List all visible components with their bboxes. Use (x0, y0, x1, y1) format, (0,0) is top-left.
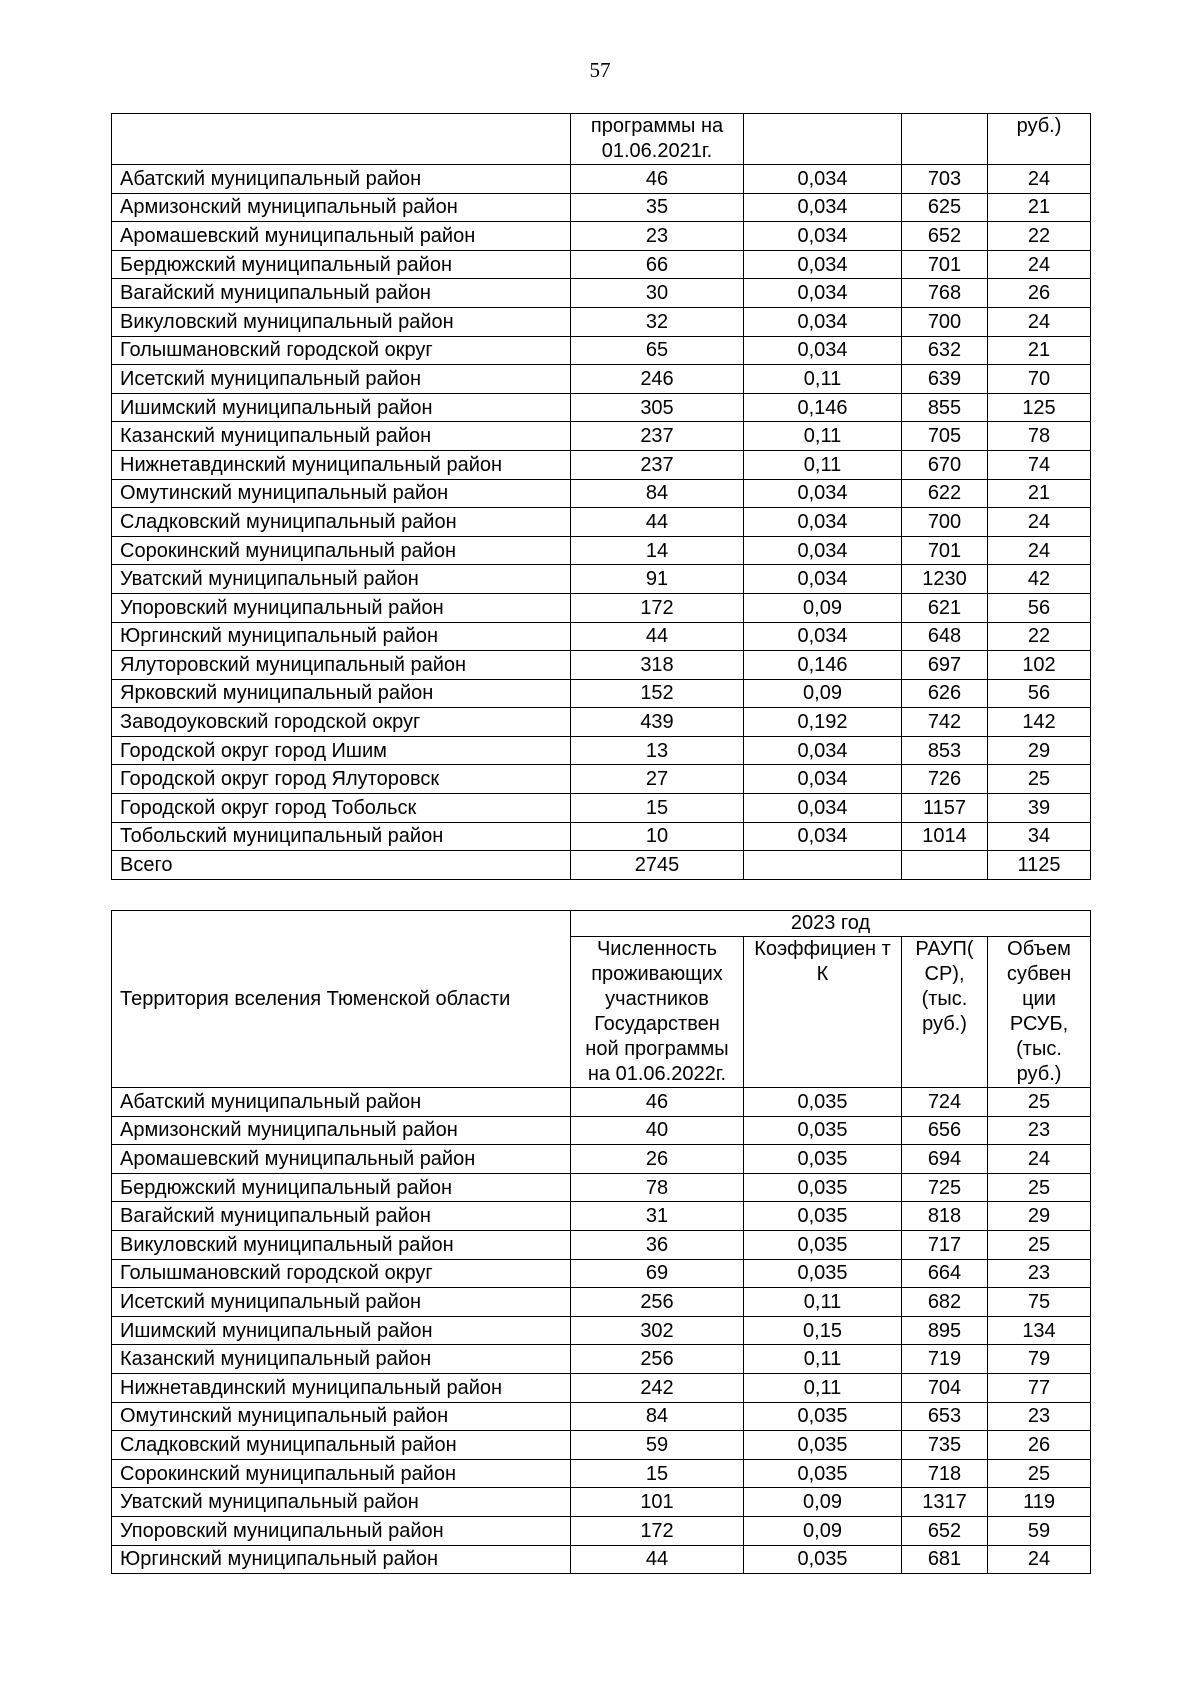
participants-cell: 44 (571, 1545, 744, 1574)
table-row (112, 679, 1091, 708)
coefficient-cell: 0,15 (744, 1316, 902, 1345)
coefficient-cell: 0,035 (744, 1173, 902, 1202)
volume-cell: 78 (988, 422, 1091, 451)
table-row (112, 1173, 1091, 1202)
volume-cell: 134 (988, 1316, 1091, 1345)
participants-cell: 246 (571, 365, 744, 394)
participants-cell: 84 (571, 1402, 744, 1431)
volume-cell: 24 (988, 307, 1091, 336)
raup-cell: 818 (902, 1202, 988, 1231)
table-row (112, 1459, 1091, 1488)
volume-cell: 56 (988, 593, 1091, 622)
participants-cell: 36 (571, 1230, 744, 1259)
territory-cell: Аромашевский муниципальный район (112, 1145, 571, 1174)
table-row (112, 1259, 1091, 1288)
territory-cell: Казанский муниципальный район (112, 422, 571, 451)
table-row (112, 307, 1091, 336)
volume-cell: 22 (988, 622, 1091, 651)
raup-cell: 768 (902, 279, 988, 308)
table-row (112, 593, 1091, 622)
coefficient-cell: 0,034 (744, 565, 902, 594)
table-row (112, 1088, 1091, 1117)
coefficient-cell: 0,11 (744, 422, 902, 451)
volume-cell: 24 (988, 1545, 1091, 1574)
table-row (112, 508, 1091, 537)
raup-cell: 717 (902, 1230, 988, 1259)
coefficient-cell: 0,034 (744, 765, 902, 794)
territory-cell: Голышмановский городской округ (112, 1259, 571, 1288)
participants-cell: 101 (571, 1488, 744, 1517)
coefficient-cell: 0,035 (744, 1088, 902, 1117)
table-row (112, 1116, 1091, 1145)
table-row (112, 536, 1091, 565)
coefficient-cell: 0,146 (744, 393, 902, 422)
volume-cell: 23 (988, 1116, 1091, 1145)
territory-cell: Городской округ город Ялуторовск (112, 765, 571, 794)
territory-cell: Омутинский муниципальный район (112, 1402, 571, 1431)
coefficient-cell: 0,034 (744, 736, 902, 765)
volume-cell: 119 (988, 1488, 1091, 1517)
table-row (112, 794, 1091, 823)
volume-cell: 26 (988, 1431, 1091, 1460)
table-row (112, 708, 1091, 737)
raup-cell: 653 (902, 1402, 988, 1431)
raup-cell: 664 (902, 1259, 988, 1288)
coefficient-cell: 0,034 (744, 279, 902, 308)
coefficient-cell: 0,034 (744, 165, 902, 194)
participants-cell: 66 (571, 250, 744, 279)
territory-cell: Исетский муниципальный район (112, 1288, 571, 1317)
volume-cell: 25 (988, 1230, 1091, 1259)
participants-cell: 26 (571, 1145, 744, 1174)
volume-cell: 21 (988, 479, 1091, 508)
raup-cell: 700 (902, 307, 988, 336)
territory-cell: Сорокинский муниципальный район (112, 536, 571, 565)
raup-cell: 652 (902, 1516, 988, 1545)
coefficient-cell: 0,034 (744, 307, 902, 336)
participants-cell: 318 (571, 651, 744, 680)
table-row (112, 193, 1091, 222)
territory-cell: Городской округ город Тобольск (112, 794, 571, 823)
territory-cell: Ярковский муниципальный район (112, 679, 571, 708)
territory-cell: Вагайский муниципальный район (112, 1202, 571, 1231)
table-row (112, 1545, 1091, 1574)
coefficient-cell: 0,034 (744, 536, 902, 565)
table-header-row (112, 114, 1091, 165)
raup-cell: 735 (902, 1431, 988, 1460)
volume-cell: 70 (988, 365, 1091, 394)
header-cell-participants: программы на 01.06.2021г. (571, 114, 744, 165)
coefficient-cell: 0,09 (744, 593, 902, 622)
territory-cell: Уватский муниципальный район (112, 565, 571, 594)
participants-cell: 237 (571, 450, 744, 479)
volume-cell: 25 (988, 1088, 1091, 1117)
territory-cell: Ишимский муниципальный район (112, 393, 571, 422)
participants-cell: 172 (571, 1516, 744, 1545)
volume-cell: 125 (988, 393, 1091, 422)
participants-cell: 172 (571, 593, 744, 622)
volume-cell: 22 (988, 222, 1091, 251)
territory-cell: Сорокинский муниципальный район (112, 1459, 571, 1488)
raup-cell: 652 (902, 222, 988, 251)
table-row (112, 851, 1091, 880)
raup-cell: 682 (902, 1288, 988, 1317)
raup-cell: 725 (902, 1173, 988, 1202)
raup-cell: 622 (902, 479, 988, 508)
table-row (112, 279, 1091, 308)
territory-cell: Бердюжский муниципальный район (112, 250, 571, 279)
table-row (112, 479, 1091, 508)
territory-cell: Бердюжский муниципальный район (112, 1173, 571, 1202)
table-row (112, 250, 1091, 279)
raup-cell: 1157 (902, 794, 988, 823)
coefficient-cell: 0,11 (744, 1288, 902, 1317)
participants-cell: 30 (571, 279, 744, 308)
coefficient-cell: 0,035 (744, 1459, 902, 1488)
coefficient-cell: 0,035 (744, 1145, 902, 1174)
territory-cell: Ялуторовский муниципальный район (112, 651, 571, 680)
table-row (112, 422, 1091, 451)
territory-cell: Голышмановский городской округ (112, 336, 571, 365)
table-header-row (112, 911, 1091, 937)
coefficient-cell: 0,11 (744, 1345, 902, 1374)
territory-cell: Исетский муниципальный район (112, 365, 571, 394)
subsidy-table-2022 (111, 113, 1091, 880)
coefficient-cell: 0,034 (744, 479, 902, 508)
coefficient-cell: 0,09 (744, 679, 902, 708)
volume-cell: 42 (988, 565, 1091, 594)
raup-cell: 895 (902, 1316, 988, 1345)
volume-cell: 59 (988, 1516, 1091, 1545)
participants-cell: 44 (571, 622, 744, 651)
raup-cell (902, 851, 988, 880)
table-row (112, 1488, 1091, 1517)
raup-cell: 656 (902, 1116, 988, 1145)
volume-cell: 24 (988, 250, 1091, 279)
territory-cell: Аромашевский муниципальный район (112, 222, 571, 251)
table-row (112, 765, 1091, 794)
territory-cell: Казанский муниципальный район (112, 1345, 571, 1374)
raup-cell: 626 (902, 679, 988, 708)
participants-cell: 44 (571, 508, 744, 537)
coefficient-cell: 0,034 (744, 794, 902, 823)
participants-cell: 69 (571, 1259, 744, 1288)
volume-cell: 34 (988, 822, 1091, 851)
coefficient-cell: 0,035 (744, 1116, 902, 1145)
participants-cell: 13 (571, 736, 744, 765)
raup-cell: 1230 (902, 565, 988, 594)
raup-cell: 853 (902, 736, 988, 765)
subsidy-table-2023 (111, 910, 1091, 1574)
participants-cell: 305 (571, 393, 744, 422)
raup-cell: 704 (902, 1373, 988, 1402)
volume-cell: 24 (988, 165, 1091, 194)
table-row (112, 365, 1091, 394)
table-row (112, 1316, 1091, 1345)
table-row (112, 736, 1091, 765)
participants-cell: 237 (571, 422, 744, 451)
raup-cell: 703 (902, 165, 988, 194)
volume-cell: 24 (988, 508, 1091, 537)
table-row (112, 822, 1091, 851)
raup-cell: 1317 (902, 1488, 988, 1517)
table-row (112, 1431, 1091, 1460)
participants-cell: 78 (571, 1173, 744, 1202)
coefficient-cell: 0,192 (744, 708, 902, 737)
raup-cell: 694 (902, 1145, 988, 1174)
header-volume: Объем субвен ции РСУБ, (тыс. руб.) (988, 937, 1091, 1088)
territory-cell: Юргинский муниципальный район (112, 622, 571, 651)
territory-cell: Заводоуковский городской округ (112, 708, 571, 737)
volume-cell: 77 (988, 1373, 1091, 1402)
participants-cell: 91 (571, 565, 744, 594)
coefficient-cell: 0,035 (744, 1230, 902, 1259)
header-coefficient: Коэффициен т К (744, 937, 902, 1088)
coefficient-cell: 0,034 (744, 822, 902, 851)
participants-cell: 46 (571, 1088, 744, 1117)
table-row (112, 1230, 1091, 1259)
raup-cell: 719 (902, 1345, 988, 1374)
raup-cell: 700 (902, 508, 988, 537)
table-row (112, 1402, 1091, 1431)
participants-cell: 65 (571, 336, 744, 365)
header-territory: Территория вселения Тюменской области (112, 911, 571, 1088)
coefficient-cell: 0,034 (744, 222, 902, 251)
participants-cell: 242 (571, 1373, 744, 1402)
territory-cell: Сладковский муниципальный район (112, 1431, 571, 1460)
territory-cell: Тобольский муниципальный район (112, 822, 571, 851)
territory-cell: Викуловский муниципальный район (112, 307, 571, 336)
coefficient-cell: 0,11 (744, 1373, 902, 1402)
table-row (112, 393, 1091, 422)
territory-cell: Упоровский муниципальный район (112, 1516, 571, 1545)
raup-cell: 632 (902, 336, 988, 365)
header-cell-volume: руб.) (988, 114, 1091, 165)
table-row (112, 622, 1091, 651)
header-participants: Численность проживающих участников Государствен ной программы на 01.06.2022г. (571, 937, 744, 1088)
header-raup: РАУП( СР), (тыс. руб.) (902, 937, 988, 1088)
participants-cell: 14 (571, 536, 744, 565)
participants-cell: 15 (571, 794, 744, 823)
raup-cell: 742 (902, 708, 988, 737)
coefficient-cell: 0,034 (744, 250, 902, 279)
territory-cell: Уватский муниципальный район (112, 1488, 571, 1517)
raup-cell: 639 (902, 365, 988, 394)
raup-cell: 724 (902, 1088, 988, 1117)
table-row (112, 1202, 1091, 1231)
coefficient-cell: 0,034 (744, 193, 902, 222)
volume-cell: 25 (988, 1173, 1091, 1202)
table-row (112, 336, 1091, 365)
table-row (112, 1345, 1091, 1374)
coefficient-cell: 0,09 (744, 1488, 902, 1517)
table-row (112, 450, 1091, 479)
coefficient-cell (744, 851, 902, 880)
territory-cell: Армизонский муниципальный район (112, 1116, 571, 1145)
participants-cell: 2745 (571, 851, 744, 880)
table-row (112, 222, 1091, 251)
raup-cell: 625 (902, 193, 988, 222)
participants-cell: 59 (571, 1431, 744, 1460)
territory-cell: Нижнетавдинский муниципальный район (112, 1373, 571, 1402)
participants-cell: 15 (571, 1459, 744, 1488)
raup-cell: 705 (902, 422, 988, 451)
raup-cell: 681 (902, 1545, 988, 1574)
territory-cell: Юргинский муниципальный район (112, 1545, 571, 1574)
volume-cell: 23 (988, 1402, 1091, 1431)
participants-cell: 32 (571, 307, 744, 336)
header-cell (744, 114, 902, 165)
participants-cell: 27 (571, 765, 744, 794)
coefficient-cell: 0,034 (744, 336, 902, 365)
territory-cell: Омутинский муниципальный район (112, 479, 571, 508)
territory-cell: Ишимский муниципальный район (112, 1316, 571, 1345)
volume-cell: 21 (988, 193, 1091, 222)
raup-cell: 621 (902, 593, 988, 622)
territory-cell: Армизонский муниципальный район (112, 193, 571, 222)
participants-cell: 256 (571, 1345, 744, 1374)
participants-cell: 439 (571, 708, 744, 737)
raup-cell: 648 (902, 622, 988, 651)
table-row (112, 165, 1091, 194)
territory-cell: Всего (112, 851, 571, 880)
coefficient-cell: 0,034 (744, 622, 902, 651)
coefficient-cell: 0,146 (744, 651, 902, 680)
volume-cell: 29 (988, 736, 1091, 765)
coefficient-cell: 0,035 (744, 1259, 902, 1288)
volume-cell: 25 (988, 765, 1091, 794)
volume-cell: 102 (988, 651, 1091, 680)
coefficient-cell: 0,035 (744, 1402, 902, 1431)
table-row (112, 1145, 1091, 1174)
territory-cell: Викуловский муниципальный район (112, 1230, 571, 1259)
volume-cell: 26 (988, 279, 1091, 308)
header-year: 2023 год (571, 911, 1091, 937)
raup-cell: 1014 (902, 822, 988, 851)
volume-cell: 75 (988, 1288, 1091, 1317)
header-cell (902, 114, 988, 165)
raup-cell: 701 (902, 536, 988, 565)
table-row (112, 651, 1091, 680)
territory-cell: Нижнетавдинский муниципальный район (112, 450, 571, 479)
volume-cell: 24 (988, 536, 1091, 565)
page-number: 57 (589, 58, 611, 82)
raup-cell: 718 (902, 1459, 988, 1488)
territory-cell: Сладковский муниципальный район (112, 508, 571, 537)
coefficient-cell: 0,034 (744, 508, 902, 537)
volume-cell: 142 (988, 708, 1091, 737)
volume-cell: 23 (988, 1259, 1091, 1288)
volume-cell: 79 (988, 1345, 1091, 1374)
participants-cell: 31 (571, 1202, 744, 1231)
raup-cell: 701 (902, 250, 988, 279)
volume-cell: 24 (988, 1145, 1091, 1174)
volume-cell: 39 (988, 794, 1091, 823)
coefficient-cell: 0,11 (744, 365, 902, 394)
raup-cell: 726 (902, 765, 988, 794)
territory-cell: Абатский муниципальный район (112, 1088, 571, 1117)
raup-cell: 697 (902, 651, 988, 680)
participants-cell: 152 (571, 679, 744, 708)
table-row (112, 1516, 1091, 1545)
territory-cell: Городской округ город Ишим (112, 736, 571, 765)
raup-cell: 855 (902, 393, 988, 422)
volume-cell: 29 (988, 1202, 1091, 1231)
participants-cell: 10 (571, 822, 744, 851)
participants-cell: 23 (571, 222, 744, 251)
participants-cell: 84 (571, 479, 744, 508)
volume-cell: 1125 (988, 851, 1091, 880)
volume-cell: 56 (988, 679, 1091, 708)
table-row (112, 565, 1091, 594)
coefficient-cell: 0,09 (744, 1516, 902, 1545)
participants-cell: 35 (571, 193, 744, 222)
participants-cell: 46 (571, 165, 744, 194)
volume-cell: 21 (988, 336, 1091, 365)
participants-cell: 302 (571, 1316, 744, 1345)
participants-cell: 256 (571, 1288, 744, 1317)
volume-cell: 25 (988, 1459, 1091, 1488)
raup-cell: 670 (902, 450, 988, 479)
header-cell (112, 114, 571, 165)
table-row (112, 1373, 1091, 1402)
table-row (112, 1288, 1091, 1317)
coefficient-cell: 0,035 (744, 1202, 902, 1231)
coefficient-cell: 0,035 (744, 1431, 902, 1460)
territory-cell: Упоровский муниципальный район (112, 593, 571, 622)
territory-cell: Абатский муниципальный район (112, 165, 571, 194)
coefficient-cell: 0,11 (744, 450, 902, 479)
volume-cell: 74 (988, 450, 1091, 479)
coefficient-cell: 0,035 (744, 1545, 902, 1574)
territory-cell: Вагайский муниципальный район (112, 279, 571, 308)
participants-cell: 40 (571, 1116, 744, 1145)
